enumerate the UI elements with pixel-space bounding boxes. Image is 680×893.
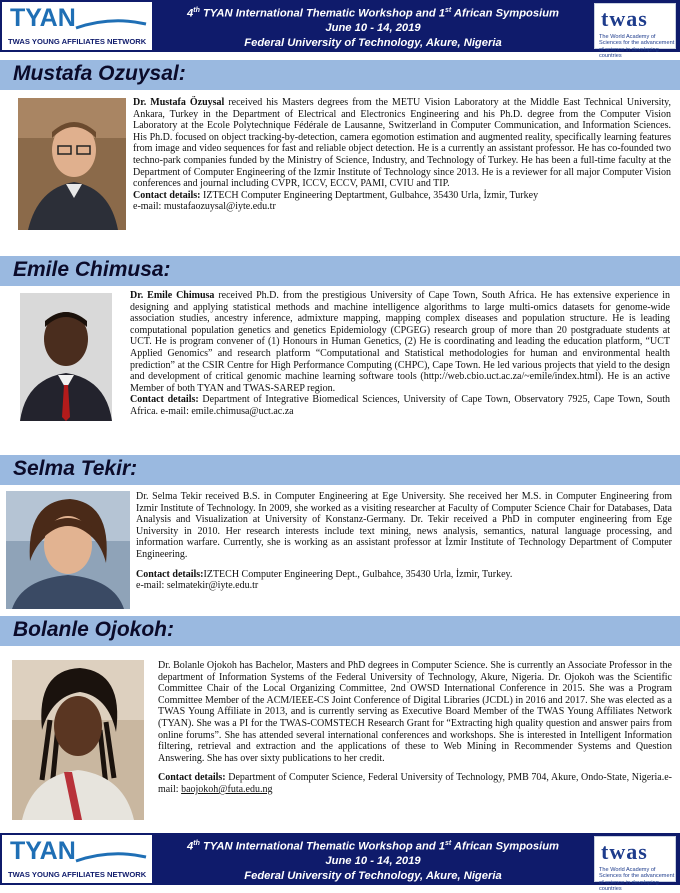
speaker-name-bar — [0, 256, 680, 286]
header-banner — [0, 0, 680, 60]
speaker-name: Bolanle Ojokoh: — [13, 618, 175, 641]
event-venue: Federal University of Technology, Akure, Nigeria — [244, 869, 502, 882]
portrait-photo — [18, 98, 126, 230]
speaker-name: Selma Tekir: — [13, 457, 138, 480]
speaker-name-bar — [0, 616, 680, 646]
event-title: 4th TYAN International Thematic Workshop and 1st African Symposium June 10 - 14, 2019 Federal University of Technology, Akure, Nigeria — [158, 837, 588, 883]
portrait-photo — [6, 491, 130, 609]
speaker-bio: Dr. Bolanle Ojokoh has Bachelor, Masters and PhD degrees in Computer Science. She is currently an Associate Professor in the department of Information Systems of the Federal University of Technology, Akure, Nigeria. Dr. Ojokoh was the Scientific Committee Chair of the Local Organizing Committee, 2nd OWSD International Conference in 2015. She was a Program Committee Member of the ACM/IEEE-CS Joint Conference of Digital Libraries (JCDL) in 2016 and 2017. She was elected as a TWAS Young Affiliate in 2013, and is currently serving as Executive Board Member of the TWAS Young Affiliates Network (TYAN). She was a PI for the TWAS-COMSTECH Research Grant for “Extracting high quality question and answer pairs from online forums”. She has attended several international conferences and workshops. She is interested in Intelligent Information filtering, retrieval and extraction and the applications of these to Web Mining in Recommender Systems and Question Answering. She has over sixty publications to her credit. Contact details: Department of Computer Science, Federal University of Technology, PMB 704, Akure, Ondo-State, Nigeria.e-mail: baojokoh@futa.edu.ng — [158, 660, 672, 795]
portrait-photo — [20, 293, 112, 421]
twas-logo — [594, 836, 676, 893]
event-dates: June 10 - 14, 2019 — [325, 22, 421, 35]
speaker-name-bar — [0, 60, 680, 90]
footer-banner — [0, 833, 680, 893]
tyan-logo-text: TYAN — [10, 4, 76, 32]
twas-logo-subtitle: The World Academy of Sciences for the advancement of science in developing countries — [599, 867, 675, 893]
tyan-logo — [2, 835, 152, 883]
twas-logo-text: twas — [601, 6, 648, 31]
event-title: 4th TYAN International Thematic Workshop and 1st African Symposium June 10 - 14, 2019 Federal University of Technology, Akure, Nigeria — [158, 4, 588, 50]
swoosh-icon — [76, 20, 146, 30]
twas-logo-subtitle: The World Academy of Sciences for the advancement of science in developing countries — [599, 34, 675, 60]
speaker-bio: Dr. Selma Tekir received B.S. in Computer Engineering at Ege University. She received her M.S. in Computer Engineering from Izmir Institute of Technology. In 2009, she worked as a visiting researcher at Faculty of Computer Science Chair for Databases, Data Analysis and Visualization at University of Konstanz-Germany. Dr. Tekir received a PhD in computer engineering from Ege University in 2010. Her research interests include text mining, news analysis, semantics, natural language processing, and information warfare. Currently, she is working as an assistant professor at İzmir Institute of Technology Department of Computer Engineering. Contact details:IZTECH Computer Engineering Dept., Gulbahce, 35430 Urla, İzmir, Turkey. e-mail: selmatekir@iyte.edu.tr — [136, 491, 672, 592]
swoosh-icon — [76, 853, 146, 863]
twas-logo — [594, 3, 676, 60]
tyan-logo-subtitle: TWAS YOUNG AFFILIATES NETWORK — [8, 870, 147, 879]
email-link[interactable]: baojokoh@futa.edu.ng — [181, 783, 273, 795]
portrait-photo — [12, 660, 144, 820]
tyan-logo — [2, 2, 152, 50]
twas-logo-text: twas — [601, 839, 648, 864]
tyan-logo-text: TYAN — [10, 837, 76, 865]
speaker-email: e-mail: mustafaozuysal@iyte.edu.tr — [133, 201, 276, 213]
tyan-logo-subtitle: TWAS YOUNG AFFILIATES NETWORK — [8, 37, 147, 46]
event-venue: Federal University of Technology, Akure, Nigeria — [244, 36, 502, 49]
speaker-email: e-mail: selmatekir@iyte.edu.tr — [136, 580, 259, 592]
speaker-name: Mustafa Ozuysal: — [13, 62, 186, 85]
event-dates: June 10 - 14, 2019 — [325, 855, 421, 868]
speaker-name-bar — [0, 455, 680, 485]
speaker-bio: Dr. Emile Chimusa received Ph.D. from the prestigious University of Cape Town, South Africa. He has extensive experience in designing and applying statistical methods and machine intelligence algorithms to large multi-omics datasets for genome-wide association studies, ancestry inference, admixture mapping, mapping complex diseases and population structure. He is leading computational population genetics and genetics Epidemiology (CPGEG) research group of more than 20 postgraduate students at UCT. He is program convener of (1) Honours in Human Genetics, (2) He is coordinating and leading the education platform, “UCT Applied Genomics” and research platform “Computational and Statistical methodologies for human and environmental health prediction” at the CSIR Centre for High Performance Computing (CHPC), Cape Town. He led various projects that yield to the design and development of critical genomic machine learning software tools (http://web.cbio.uct.ac.za/~emile/index.html). He is an active Member of both TYAN and TWAS-SAREP region. Contact details: Department of Integrative Biomedical Sciences, University of Cape Town, Observatory 7925, Cape Town, South Africa. e-mail: emile.chimusa@uct.ac.za — [130, 290, 670, 417]
speaker-name: Emile Chimusa: — [13, 258, 171, 281]
speaker-bio: Dr. Mustafa Özuysal received his Masters degrees from the METU Vision Laboratory at the Middle East Technical University, Ankara, Turkey in the Department of Electrical and Electronics Engineering and his Ph.D. degree from the Computer Vision Laboratory at the Ecole Polytechnique Fédérale de Lausanne, Switzerland in Computer Communication, and Information Sciences. His Ph.D. focused on object tracking-by-detection, camera egomotion estimation and augmented reality, specifically learning features from image and video sequences for fast and reliable object detection. He is a currently an assistant professor. He has co-founded two techno-park companies funded by the Ministry of Science, Industry, and Technology of Turkey. He has been a full-time faculty at the Department of Computer Engineering of the Izmir Institute of Technology since 2013. He is a reviewer for all major Computer Vision conferences and journal including CVPR, ICCV, ECCV, PAMI, CVIU and TIP. Contact details: IZTECH Computer Engineering Deptartment, Gulbahce, 35430 Urla, İzmir, Turkey e-mail: mustafaozuysal@iyte.edu.tr — [133, 97, 671, 213]
